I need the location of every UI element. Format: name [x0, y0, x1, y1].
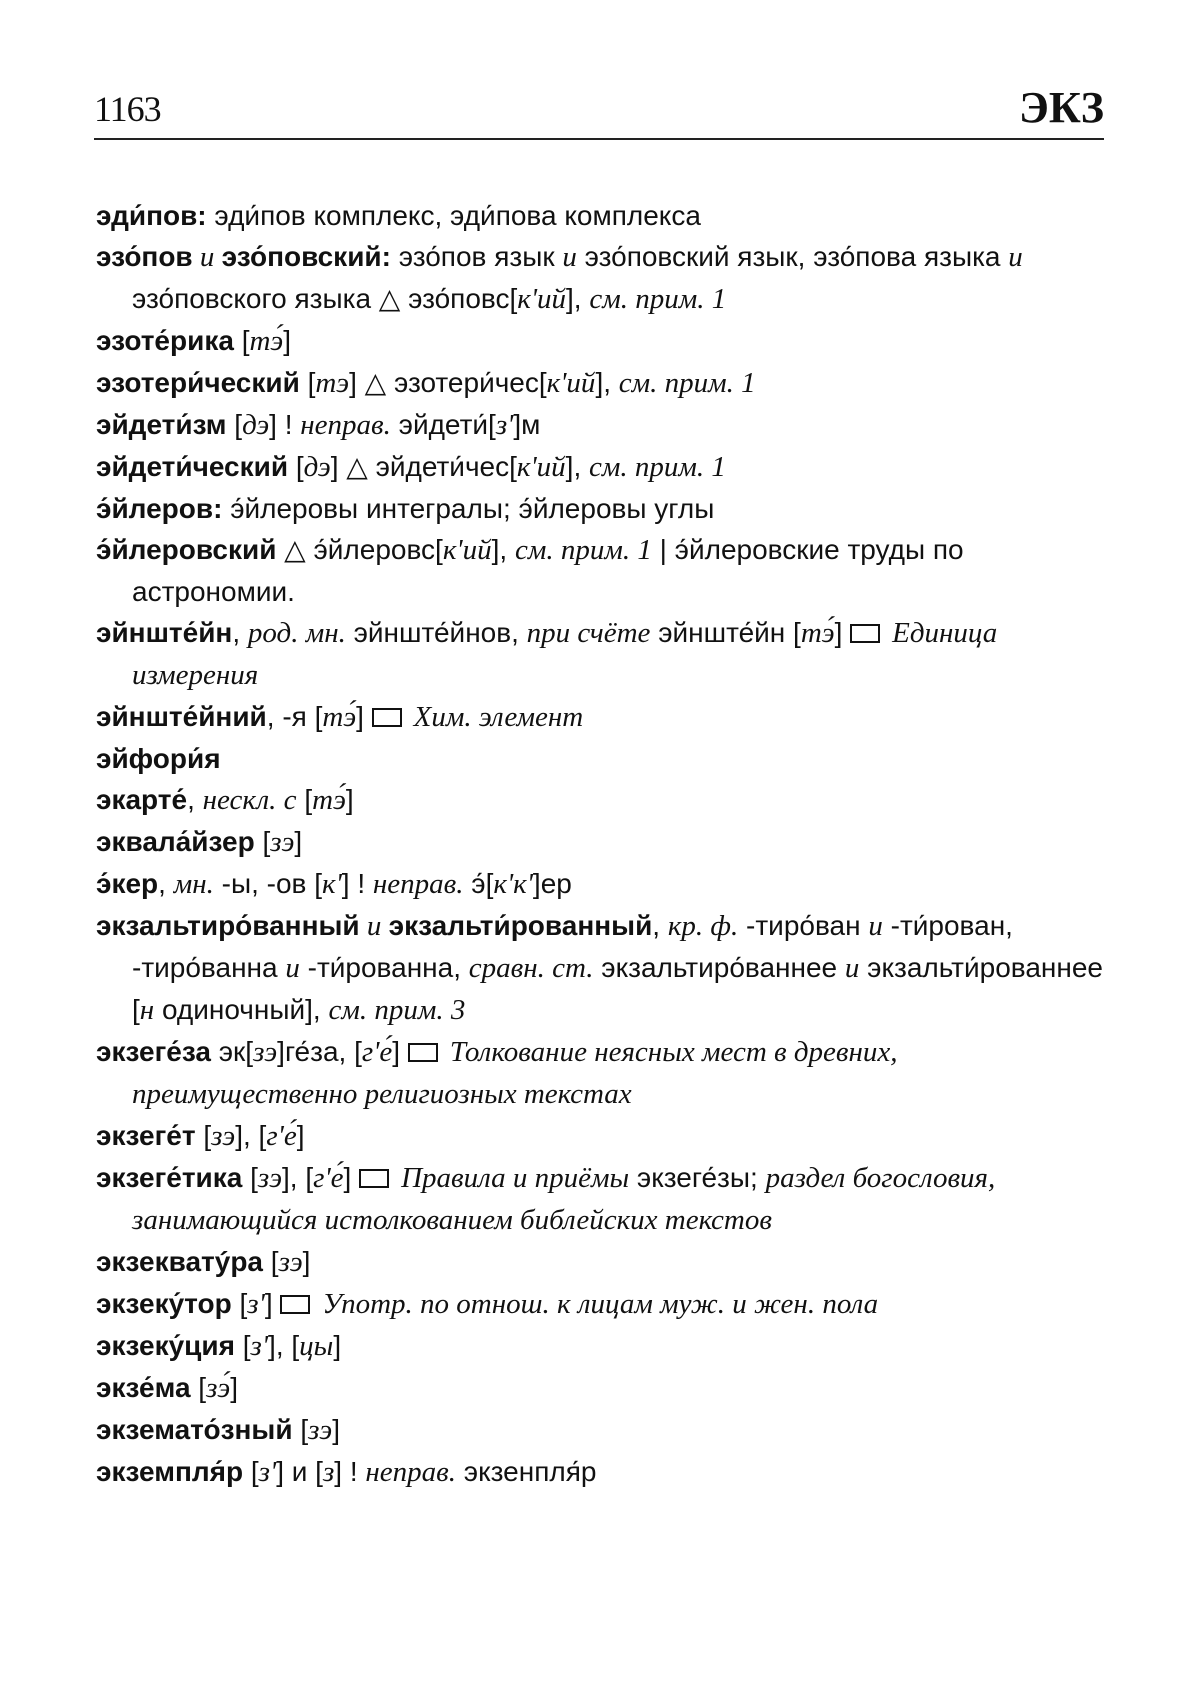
entry-text: , — [187, 784, 203, 815]
entry-text: [ — [288, 451, 304, 482]
italic-note: Хим. элемент — [413, 701, 584, 733]
italic-note: Употр. по отнош. к лицам муж. и жен. пола — [322, 1288, 879, 1320]
dictionary-entry — [96, 1115, 1106, 1157]
dictionary-entry — [96, 1031, 1106, 1115]
dictionary-entry — [96, 404, 1106, 446]
dictionary-entry — [96, 821, 1106, 863]
entry-text: , -я [ — [266, 701, 323, 732]
headword: экземпля́р — [96, 1456, 244, 1487]
italic-note: Единица измерения — [132, 617, 998, 691]
entry-text: [ — [299, 367, 316, 398]
entry-text: эк[ — [210, 1036, 254, 1067]
italic-note: зэ — [278, 1246, 303, 1278]
entry-text: ] △ эйдети́чес[ — [330, 451, 517, 482]
entry-text: [ — [195, 1120, 212, 1151]
headword: экзальти́рованный — [388, 910, 653, 941]
italic-note: к'ий — [546, 367, 596, 399]
italic-note: и — [192, 241, 222, 273]
entry-text: -ти́рованна, — [299, 952, 469, 983]
italic-note: и — [844, 952, 860, 984]
entry-text: [ — [242, 1162, 258, 1193]
italic-note: Правила и приёмы — [401, 1162, 630, 1194]
definition-box-icon — [359, 1169, 389, 1188]
italic-note: неправ. — [365, 1456, 457, 1488]
entry-text: экзеге́зы; — [629, 1162, 766, 1193]
italic-note: тэ́ — [322, 701, 357, 733]
entry-text: ] — [332, 1414, 340, 1445]
definition-box-icon — [850, 624, 880, 643]
dictionary-entry — [96, 905, 1106, 1031]
headword: экзеку́тор — [96, 1288, 232, 1319]
headword: экарте́ — [96, 784, 188, 815]
italic-note: зэ — [211, 1120, 236, 1152]
entry-text: [ — [233, 325, 250, 356]
headword: э́йлеров: — [96, 493, 223, 524]
italic-note: см. прим. 1 — [589, 451, 726, 483]
entry-text: [ — [243, 1456, 259, 1487]
definition-box-icon — [280, 1295, 310, 1314]
dictionary-entry — [96, 529, 1106, 612]
dictionary-entry — [96, 1157, 1106, 1241]
headword: экзе́ма — [96, 1372, 191, 1403]
italic-note: Толкование неясных мест в древних, преимущественно религиозных текстах — [132, 1036, 898, 1110]
running-head: ЭКЗ — [1019, 83, 1104, 132]
entry-text: ] — [294, 826, 303, 857]
entry-text: э́[ — [463, 868, 494, 899]
italic-note: род. мн. — [247, 617, 346, 649]
entry-text: [ — [292, 1414, 309, 1445]
italic-note: раздел богословия, занимающийся истолкованием библейских текстов — [132, 1162, 996, 1236]
entry-text: ]ер — [532, 868, 572, 899]
italic-note: кр. ф. — [667, 910, 739, 942]
entry-text: ] — [834, 617, 851, 648]
headword: э́йлеровский — [96, 534, 277, 565]
italic-note: см. прим. 3 — [328, 994, 466, 1026]
dictionary-entry — [96, 1283, 1106, 1325]
headword: экземато́зный — [96, 1414, 293, 1445]
headword: эйдети́зм — [96, 409, 227, 440]
entry-text: ] ! — [341, 868, 373, 899]
entry-text: -ы, -ов [ — [213, 868, 322, 899]
entry-text: [ — [263, 1246, 279, 1277]
headword: экзеку́ция — [96, 1330, 235, 1361]
italic-note: з' — [250, 1330, 269, 1362]
italic-note: неправ. — [300, 409, 391, 441]
italic-note: и — [359, 910, 389, 942]
entry-text: эзо́повский язык, эзо́пова языка — [576, 241, 1009, 272]
dictionary-entry — [96, 863, 1106, 905]
italic-note: и — [562, 241, 577, 273]
dictionary-entry — [96, 362, 1106, 404]
dictionary-entry — [96, 320, 1106, 362]
headword: эди́пов: — [96, 200, 207, 231]
dictionary-entry — [96, 1367, 1106, 1409]
entry-text: -тиро́ван — [738, 910, 869, 941]
italic-note: дэ — [242, 409, 270, 441]
header-rule — [94, 138, 1104, 140]
entry-text: [ — [234, 1330, 251, 1361]
entry-text: эйнште́йнов, — [345, 617, 527, 648]
entry-text: ] — [230, 1372, 238, 1403]
entry-text: ] — [333, 1330, 342, 1361]
dictionary-entry — [96, 195, 1106, 236]
italic-note: тэ́ — [312, 784, 346, 816]
entry-text: -ти́рован, -тиро́ванна — [132, 910, 1013, 983]
headword: экзеге́тика — [96, 1162, 243, 1193]
dictionary-entry — [96, 446, 1106, 488]
definition-box-icon — [408, 1043, 438, 1062]
entry-text: э́йлеровы интегралы; э́йлеровы углы — [222, 493, 715, 524]
italic-note: зэ — [257, 1162, 283, 1194]
italic-note: к'ий — [517, 283, 567, 315]
headword: экзеге́т — [96, 1120, 196, 1151]
entry-text: ], — [595, 367, 619, 398]
headword: эзоте́рика — [96, 325, 234, 356]
entry-text: эйнште́йн [ — [650, 617, 801, 648]
italic-note: г'е́ — [266, 1120, 297, 1152]
italic-note: з' — [247, 1288, 265, 1320]
entry-text: одиночный], — [154, 994, 329, 1025]
italic-note: к'ий — [516, 451, 566, 483]
entry-text: эйдети́[ — [390, 409, 496, 440]
dictionary-entries — [96, 195, 1106, 1493]
entry-text: эзо́пов язык — [390, 241, 563, 272]
entry-text: эди́пов комплекс, эди́пова комплекса — [206, 200, 701, 231]
headword: эзо́пов — [96, 241, 193, 272]
entry-text: ] — [343, 1162, 360, 1193]
entry-text: [ — [226, 409, 243, 440]
headword: эквала́йзер — [96, 826, 255, 857]
entry-text: экзальтиро́ваннее — [593, 952, 845, 983]
entry-text: ] — [283, 325, 291, 356]
italic-note: зэ — [308, 1414, 333, 1446]
entry-text: ] ! — [269, 409, 301, 440]
italic-note: з — [322, 1456, 335, 1488]
italic-note: дэ — [303, 451, 331, 483]
dictionary-entry — [96, 236, 1106, 320]
italic-note: см. прим. 1 — [618, 367, 756, 399]
italic-note: см. прим. 1 — [589, 283, 727, 315]
entry-text: ] ! — [334, 1456, 366, 1487]
dictionary-entry — [96, 779, 1106, 821]
dictionary-entry — [96, 1409, 1106, 1451]
entry-text: , — [652, 910, 668, 941]
italic-note: сравн. ст. — [468, 952, 594, 984]
italic-note: зэ́ — [206, 1372, 231, 1404]
entry-text: ] — [345, 784, 354, 815]
headword: эзотери́ческий — [96, 367, 300, 398]
dictionary-entry — [96, 612, 1106, 696]
italic-note: г'е́ — [313, 1162, 344, 1194]
entry-text: , — [158, 868, 174, 899]
entry-text: ], [ — [282, 1162, 314, 1193]
entry-text: экзенпля́р — [456, 1456, 597, 1487]
entry-text: △ э́йлеровс[ — [276, 534, 443, 565]
italic-note: тэ́ — [800, 617, 835, 649]
italic-note: зэ — [253, 1036, 278, 1068]
entry-text: [ — [296, 784, 313, 815]
italic-note: к' — [322, 868, 342, 900]
entry-text: ] — [302, 1246, 311, 1277]
headword: э́кер — [96, 868, 159, 899]
headword: эйдети́ческий — [96, 451, 289, 482]
italic-note: к'к' — [493, 868, 533, 900]
dictionary-entry — [96, 696, 1106, 738]
entry-text: ] — [356, 701, 372, 732]
entry-text: ]м — [513, 409, 541, 440]
entry-text: ] — [264, 1288, 281, 1319]
entry-text: ] — [296, 1120, 305, 1151]
entry-text: , — [232, 617, 248, 648]
entry-text: ]ге́за, [ — [277, 1036, 362, 1067]
entry-text: [ — [190, 1372, 207, 1403]
italic-note: з' — [258, 1456, 277, 1488]
entry-text: ], [ — [235, 1120, 267, 1151]
entry-text: [ — [231, 1288, 248, 1319]
entry-text: ] — [392, 1036, 408, 1067]
entry-text: ], [ — [268, 1330, 300, 1361]
italic-note: мн. — [173, 868, 214, 900]
definition-box-icon — [372, 708, 402, 727]
entry-text: | э́йлеровские труды по астрономии. — [132, 534, 964, 607]
entry-text: ], — [566, 283, 590, 314]
italic-note: и — [868, 910, 883, 942]
entry-text: экзальти́рованнее [ — [132, 952, 1103, 1025]
italic-note: н — [139, 994, 155, 1026]
entry-text: эзо́повского языка △ эзо́повс[ — [132, 283, 518, 314]
headword: экзеге́за — [96, 1036, 211, 1067]
dictionary-entry — [96, 1451, 1106, 1493]
italic-note: г'е́ — [361, 1036, 393, 1068]
entry-text: ] и [ — [276, 1456, 323, 1487]
dictionary-entry — [96, 1325, 1106, 1367]
italic-note: и — [1008, 241, 1023, 273]
italic-note: зэ — [270, 826, 295, 858]
page-number: 1163 — [94, 89, 161, 129]
italic-note: цы — [299, 1330, 334, 1362]
italic-note: тэ́ — [249, 325, 284, 357]
italic-note: см. прим. 1 — [514, 534, 652, 566]
italic-note: при счёте — [526, 617, 651, 649]
headword: эйнште́йний — [96, 701, 267, 732]
italic-note: тэ — [315, 367, 350, 399]
italic-note: нескл. с — [202, 784, 297, 816]
entry-text: ], — [491, 534, 515, 565]
dictionary-entry — [96, 1241, 1106, 1283]
entry-text: ] △ эзотери́чес[ — [349, 367, 547, 398]
headword: эйнште́йн — [96, 617, 233, 648]
entry-text: [ — [254, 826, 271, 857]
dictionary-entry — [96, 488, 1106, 529]
italic-note: неправ. — [372, 868, 464, 900]
headword: экзальтиро́ванный — [96, 910, 360, 941]
italic-note: и — [285, 952, 300, 984]
headword: экзекватýра — [96, 1246, 263, 1277]
headword: эзо́повский: — [221, 241, 391, 272]
italic-note: з' — [495, 409, 514, 441]
italic-note: к'ий — [442, 534, 492, 566]
entry-text: ], — [565, 451, 590, 482]
page-header — [94, 82, 1104, 142]
headword: эйфори́я — [96, 743, 221, 774]
dictionary-entry — [96, 738, 1106, 779]
